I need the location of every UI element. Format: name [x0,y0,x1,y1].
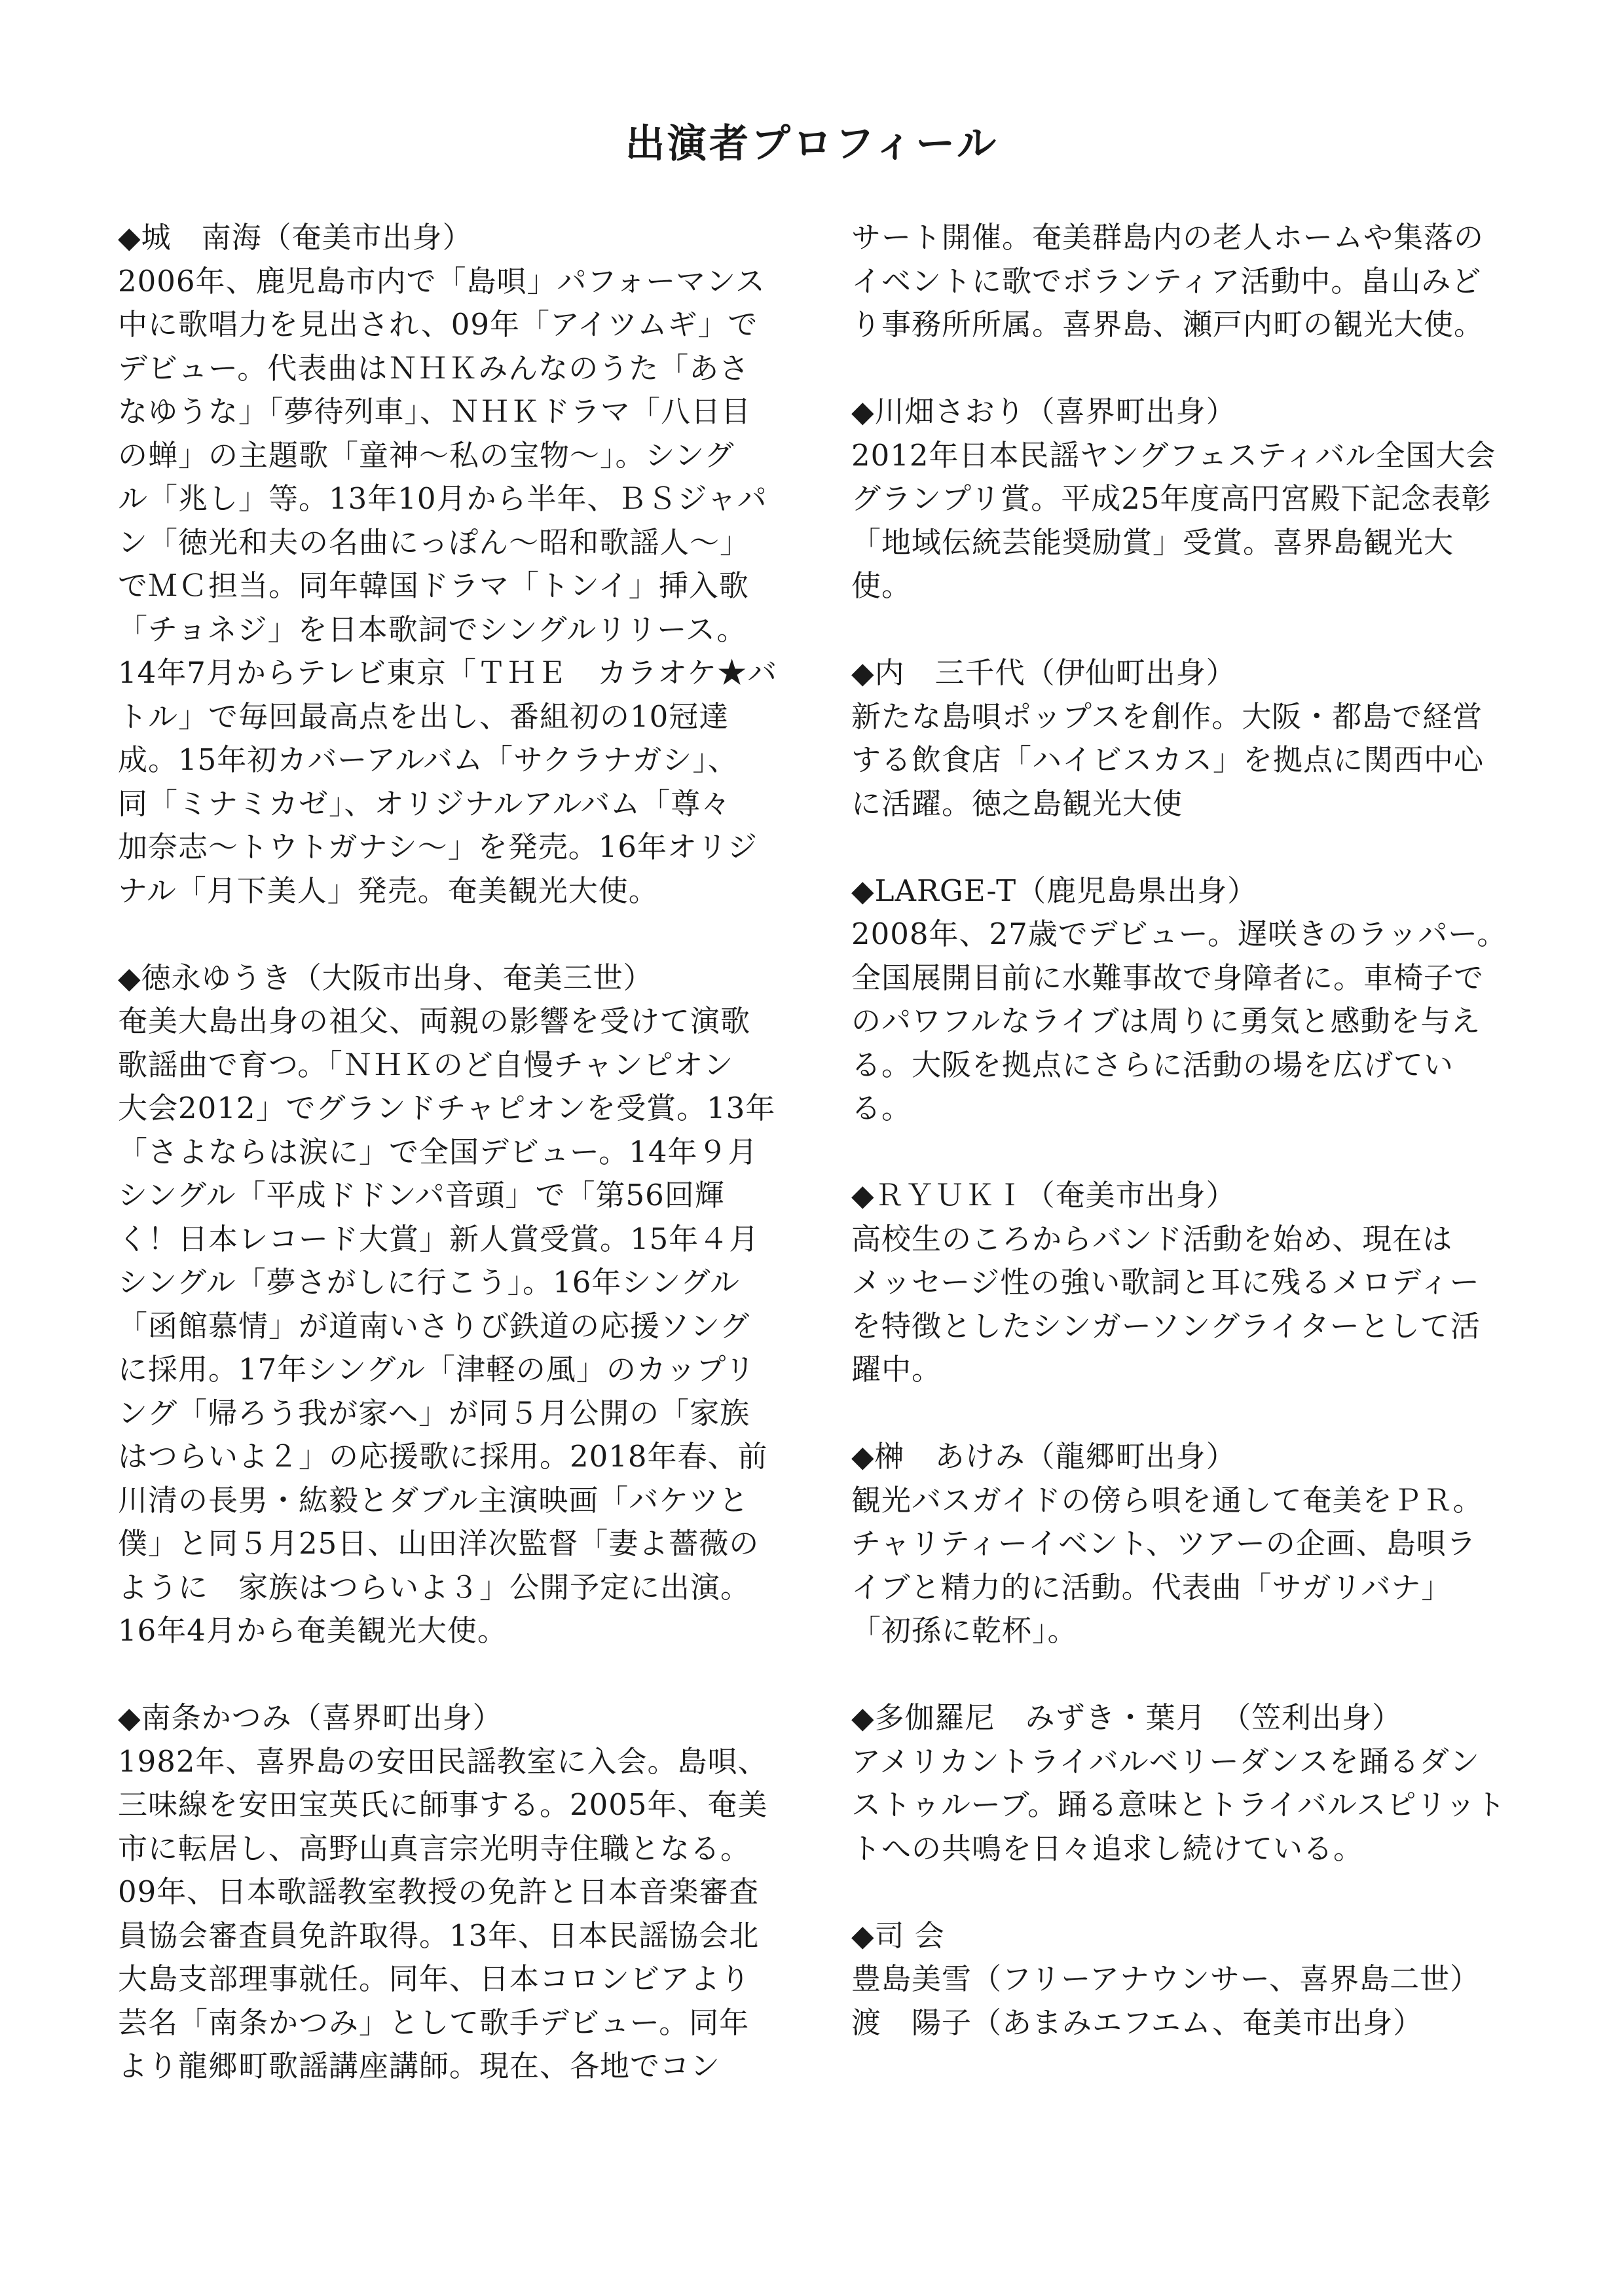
profile-text-line: 16年4月から奄美観光大使。 [118,1613,507,1648]
blank-line [851,1653,1519,1697]
profile-text-line: のパワフルなライブは周りに勇気と感動を与え [851,1004,1481,1038]
profile-text-line: 「地域伝統芸能奨励賞」受賞。喜界島観光大 [851,524,1454,560]
performer-heading: ◆南条かつみ（喜界町出身） [118,1700,503,1735]
performer-heading: ◆榊 あけみ（龍郷町出身） [851,1439,1236,1474]
profile-text-line: を特徴としたシンガーソングライターとして活 [851,1308,1481,1343]
profile-text-line: イベントに歌でボランティア活動中。畠山みど [851,263,1482,299]
profile-text-line: の蝉」の主題歌「童神〜私の宝物〜」。シング [118,437,735,473]
profile-text-line: 歌謡曲で育つ。「ＮＨＫのど自慢チャンピオン [118,1047,734,1082]
performer-heading: ◆徳永ゆうき（大阪市出身、奄美三世） [118,960,654,995]
profile-text-line: 「さよならは涙に」で全国デビュー。14年９月 [118,1134,758,1169]
profile-text-line: 大島支部理事就任。同年、日本コロンビアより [118,1961,751,1996]
profile-text-line: 「初孫に乾杯」。 [851,1613,1078,1648]
profile-text-line: 1982年、喜界島の安田民謡教室に入会。島唄、 [118,1743,768,1779]
profile-text-line: 大会2012」でグランドチャピオンを受賞。13年 [118,1091,776,1125]
profile-text-line: なゆうな」「夢待列車」、ＮＨＫドラマ「八日目 [118,394,752,429]
performer-heading: ◆城 南海（奄美市出身） [118,220,473,255]
profile-text-line: 成。15年初カバーアルバム「サクラナガシ」、 [118,742,738,777]
right-column [851,216,1519,2045]
profile-text-line: 2006年、鹿児島市内で「島唄」パフォーマンス [118,263,766,299]
profile-text-line: シングル「平成ドドンパ音頭」で「第56回輝 [118,1178,725,1212]
profile-text-line: 躍中。 [851,1352,942,1387]
profile-text-line: 三味線を安田宝英氏に師事する。2005年、奄美 [118,1787,768,1822]
performer-heading: ◆司 会 [851,1918,945,1953]
profile-text-line: 使。 [851,568,912,603]
performer-heading: ◆ＲＹＵＫＩ（奄美市出身） [851,1178,1236,1212]
profile-text-line: 奄美大島出身の祖父、両親の影響を受けて演歌 [118,1004,751,1038]
profile-text-line: る。大阪を拠点にさらに活動の場を広げてい [851,1047,1454,1082]
profile-text-line: 全国展開目前に水難事故で身障者に。車椅子で [851,960,1485,995]
blank-line [851,1392,1519,1436]
profile-text-line: 豊島美雪（フリーアナウンサー、喜界島二世） [851,1961,1481,1996]
profile-text-line: 2008年、27歳でデビュー。遅咲きのラッパー。 [851,917,1507,951]
profile-text-line: シングル「夢さがしに行こう」。16年シングル [118,1265,741,1300]
profile-text-line: メッセージ性の強い歌詞と耳に残るメロディー [851,1265,1480,1300]
profile-text-line: に採用。17年シングル「津軽の風」のカップリ [118,1352,756,1387]
profile-text-line: ナル「月下美人」発売。奄美観光大使。 [118,873,659,908]
profile-text-line: 芸名「南条かつみ」として歌手デビュー。同年 [118,2005,750,2040]
blank-line [851,608,1519,652]
performer-heading: ◆多伽羅尼 みずき・葉月 （笠利出身） [851,1700,1403,1735]
profile-text-line: ング「帰ろう我が家へ」が同５月公開の「家族 [118,1395,750,1430]
blank-line [118,1653,786,1697]
blank-line [118,913,786,957]
profile-text-line: 加奈志〜トウトガナシ〜」を発売。16年オリジ [118,829,758,864]
blank-line [851,826,1519,869]
profile-text-line: でＭＣ担当。同年韓国ドラマ「トンイ」挿入歌 [118,568,749,603]
page-title: 出演者プロフィール [625,121,999,167]
profile-text-line: 09年、日本歌謡教室教授の免許と日本音楽審査 [118,1874,760,1909]
profile-text-line: グランプリ賞。平成25年度高円宮殿下記念表彰 [851,481,1492,516]
profile-text-line: ル「兆し」等。13年10月から半年、ＢＳジャパ [118,481,767,516]
profile-text-line: イブと精力的に活動。代表曲「サガリバナ」 [851,1569,1452,1605]
profile-text-line: 「函館慕情」が道南いさりび鉄道の応援ソング [118,1308,750,1343]
profile-text-line: る。 [851,1091,912,1125]
blank-line [851,347,1519,391]
profile-text-line: デビュー。代表曲はＮＨＫみんなのうた「あさ [118,350,750,386]
profile-text-line: 「チョネジ」を日本歌詞でシングルリリース。 [118,611,747,647]
profile-text-line: 中に歌唱力を見出され、09年「アイツムギ」で [118,307,758,342]
profile-text-line: ストゥルーブ。踊る意味とトライバルスピリット [851,1787,1506,1822]
profile-text-line: アメリカントライバルベリーダンスを踊るダン [851,1743,1481,1779]
profile-text-line: 同「ミナミカゼ」、オリジナルアルバム「尊々 [118,786,731,821]
performer-heading: ◆LARGE-T（鹿児島県出身） [851,873,1258,908]
profile-text-line: 2012年日本民謡ヤングフェスティバル全国大会 [851,437,1496,473]
profile-text-line: トへの共鳴を日々追求し続けている。 [851,1831,1364,1866]
profile-text-line: く！日本レコード大賞」新人賞受賞。15年４月 [118,1221,760,1256]
profile-text-line: 観光バスガイドの傍ら唄を通して奄美をＰＲ。 [851,1482,1483,1518]
profile-text-line: 川清の長男・紘毅とダブル主演映画「バケツと [118,1482,749,1518]
profile-text-line: 僕」と同５月25日、山田洋次監督「妻よ薔薇の [118,1526,760,1561]
profile-text-line: する飲食店「ハイビスカス」を拠点に関西中心 [851,742,1485,777]
profile-text-line: 員協会審査員免許取得。13年、日本民謡協会北 [118,1918,760,1953]
profile-text-line: り事務所所属。喜界島、瀬戸内町の観光大使。 [851,307,1485,342]
performer-heading: ◆内 三千代（伊仙町出身） [851,655,1236,690]
profile-text-line: 14年7月からテレビ東京「ＴＨＥ カラオケ★バ [118,655,778,690]
profile-text-line: 渡 陽子（あまみエフエム、奄美市出身） [851,2005,1424,2040]
left-column [118,216,786,2088]
blank-line [851,1131,1519,1175]
profile-text-line: はつらいよ２」の応援歌に採用。2018年春、前 [118,1439,768,1474]
profile-text-line: 高校生のころからバンド活動を始め、現在は [851,1221,1453,1256]
profile-text-line: 市に転居し、高野山真言宗光明寺住職となる。 [118,1831,751,1866]
profile-text-line: に活躍。徳之島観光大使 [851,786,1183,821]
profile-text-line: トル」で毎回最高点を出し、番組初の10冠達 [118,699,729,734]
profile-text-line: 新たな島唄ポップスを創作。大阪・都島で経営 [851,699,1483,734]
profile-text-line: ン「徳光和夫の名曲にっぽん〜昭和歌謡人〜」 [118,524,750,560]
blank-line [851,1870,1519,1914]
profile-text-line: より龍郷町歌謡講座講師。現在、各地でコン [118,2049,721,2083]
profile-text-line: サート開催。奄美群島内の老人ホームや集落の [851,220,1485,255]
performer-heading: ◆川畑さおり（喜界町出身） [851,394,1236,429]
profile-text-line: チャリティーイベント、ツアーの企画、島唄ラ [851,1526,1477,1561]
profile-text-line: ように 家族はつらいよ３」公開予定に出演。 [118,1569,751,1605]
